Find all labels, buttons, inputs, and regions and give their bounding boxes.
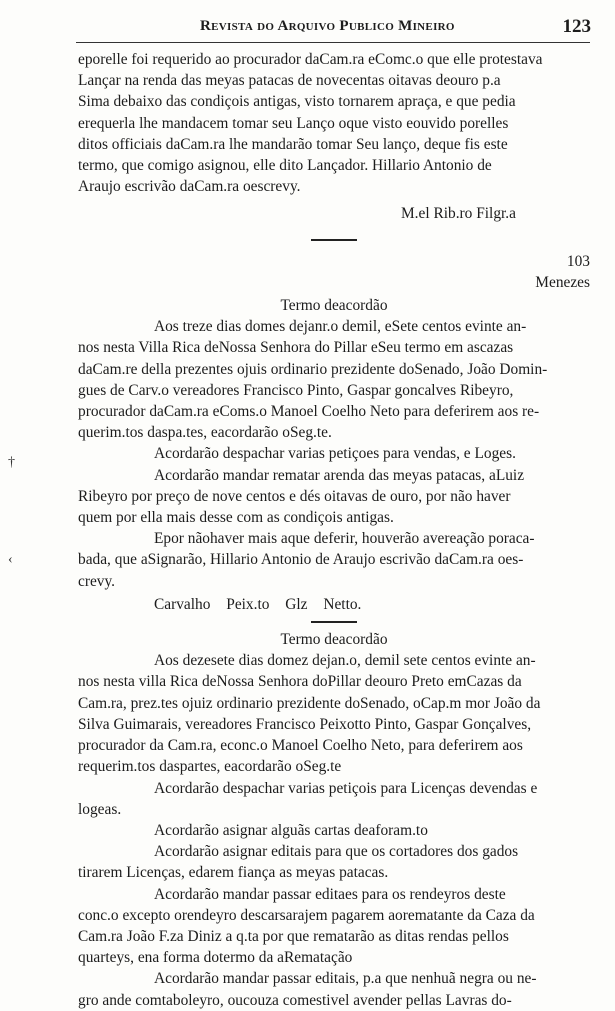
margin-mark: ‹ — [8, 552, 13, 567]
termo1-signatures: Carvalho Peix.to Glz Netto. — [154, 595, 362, 613]
text-line: procurador da Cam.ra, econc.o Manoel Coelho Neto, para deferirem aos — [78, 737, 523, 755]
page-number: 123 — [562, 16, 591, 37]
termo2-resolution: Acordarão asignar alguãs cartas deaforam.to — [154, 821, 428, 839]
text-line: logeas. — [78, 800, 122, 818]
text-line: Aos treze dias domes dejanr.o demil, eSete centos evinte an- — [154, 318, 527, 336]
text-line: bada, que aSignarão, Hillario Antonio de Araujo escrivão daCam.ra oes- — [78, 551, 524, 569]
text-line: termo, que comigo asignou, elle dito Lançador. Hillario Antonio de — [78, 157, 492, 175]
text-line: Cam.ra, prez.tes ojuiz ordinario prezidente doSenado, oCap.m mor João da — [78, 694, 541, 712]
text-line: Acordarão asignar editais para que os cortadores dos gados — [154, 843, 519, 861]
text-line: Araujo escrivão daCam.ra oescrevy. — [78, 178, 301, 196]
text-line: Cam.ra João F.za Diniz a q.ta por que rematarão as ditas rendas pellos — [78, 927, 509, 945]
text-line: Acordarão mandar rematar arenda das meyas patacas, aLuiz — [154, 466, 525, 484]
header-rule — [76, 42, 590, 43]
text-line: erequerla lhe mandacem tomar seu Lanço oque visto eouvido porelles — [78, 114, 509, 132]
text-line: eporelle foi requerido ao procurador daCam.ra eComc.o que elle protestava — [78, 51, 543, 68]
section-title: Termo deacordão — [280, 631, 388, 649]
text-line: requerim.tos daspartes, eacordarão oSeg.te — [78, 758, 342, 776]
text-line: Epor nãohaver mais aque deferir, houverão avereação poraca- — [154, 530, 535, 548]
text-line: querim.tos daspa.tes, eacordarão oSeg.te. — [78, 424, 332, 442]
entry-number: 103 — [566, 252, 590, 270]
termo1-resolution: Acordarão despachar varias petiçoes para vendas, e Loges. — [154, 445, 516, 463]
section-divider — [311, 239, 357, 241]
text-line: Aos dezesete dias domez dejan.o, demil sete centos evinte an- — [154, 652, 536, 670]
section-divider — [311, 621, 357, 623]
intro-paragraph — [78, 49, 590, 197]
termo1-opening — [78, 316, 590, 443]
termo2-resolution — [78, 884, 590, 969]
text-line: Acordarão mandar passar editais, p.a que nenhuã negra ou ne- — [154, 970, 537, 988]
termo2-resolution — [78, 841, 590, 883]
text-line: Sima debaixo das condiçois antigas, visto tornarem apraça, e que pedia — [78, 93, 516, 111]
text-line: gues de Carv.o vereadores Francisco Pinto, Gaspar goncalves Ribeyro, — [78, 381, 514, 399]
text-line: Silva Guimarais, vereadores Francisco Peixotto Pinto, Gaspar Gonçalves, — [78, 715, 532, 733]
termo2-resolution — [78, 778, 590, 820]
section-title: Termo deacordão — [280, 297, 388, 315]
text-line: quarteys, ena forma dotermo da aRematação — [78, 949, 353, 967]
text-line: daCam.re della prezentes ojuis ordinario prezidente doSenado, João Domin- — [78, 360, 548, 378]
text-line: Lançar na renda das meyas patacas de novecentas oitavas deouro p.a — [78, 72, 501, 90]
body-text — [78, 49, 590, 1011]
termo2-opening — [78, 650, 590, 777]
text-line: crevy. — [78, 572, 116, 590]
text-line: nos nesta villa Rica deNossa Senhora doPillar deouro Preto emCazas da — [78, 673, 522, 691]
text-line: ditos officiais daCam.ra lhe mandarão tomar Seu lanço, deque fis este — [78, 135, 508, 153]
text-line: quem por ella mais desse com as condiçois antigas. — [78, 509, 394, 527]
text-line: tirarem Licenças, edarem fiança as meyas patacas. — [78, 864, 389, 882]
text-line: Acordarão despachar varias petiçois para Licenças devendas e — [154, 779, 538, 797]
text-line: nos nesta Villa Rica deNossa Senhora do Pillar eSeu termo em ascazas — [78, 339, 514, 357]
entry-name: Menezes — [535, 273, 590, 291]
text-line: procurador daCam.ra eComs.o Manoel Coelho Neto para deferirem aos re- — [78, 403, 540, 421]
termo1-resolution — [78, 465, 590, 529]
text-line: Ribeyro por preço de nove centos e dés oitavas de ouro, por não haver — [78, 487, 511, 505]
text-line: conc.o excepto orendeyro descarsarajem pagarem aorematante da Caza da — [78, 906, 535, 924]
termo1-closing — [78, 528, 590, 592]
text-line: gro ande comtaboleyro, oucouza comestivel avender pellas Lavras do- — [78, 991, 512, 1009]
margin-mark: † — [8, 455, 15, 470]
intro-signature: M.el Rib.ro Filgr.a — [400, 205, 516, 223]
termo2-resolution — [78, 968, 590, 1010]
text-line: Acordarão mandar passar editaes para os rendeyros deste — [154, 885, 506, 903]
page-header — [0, 16, 615, 42]
running-title: Revista do Arquivo Publico Mineiro — [200, 18, 455, 34]
